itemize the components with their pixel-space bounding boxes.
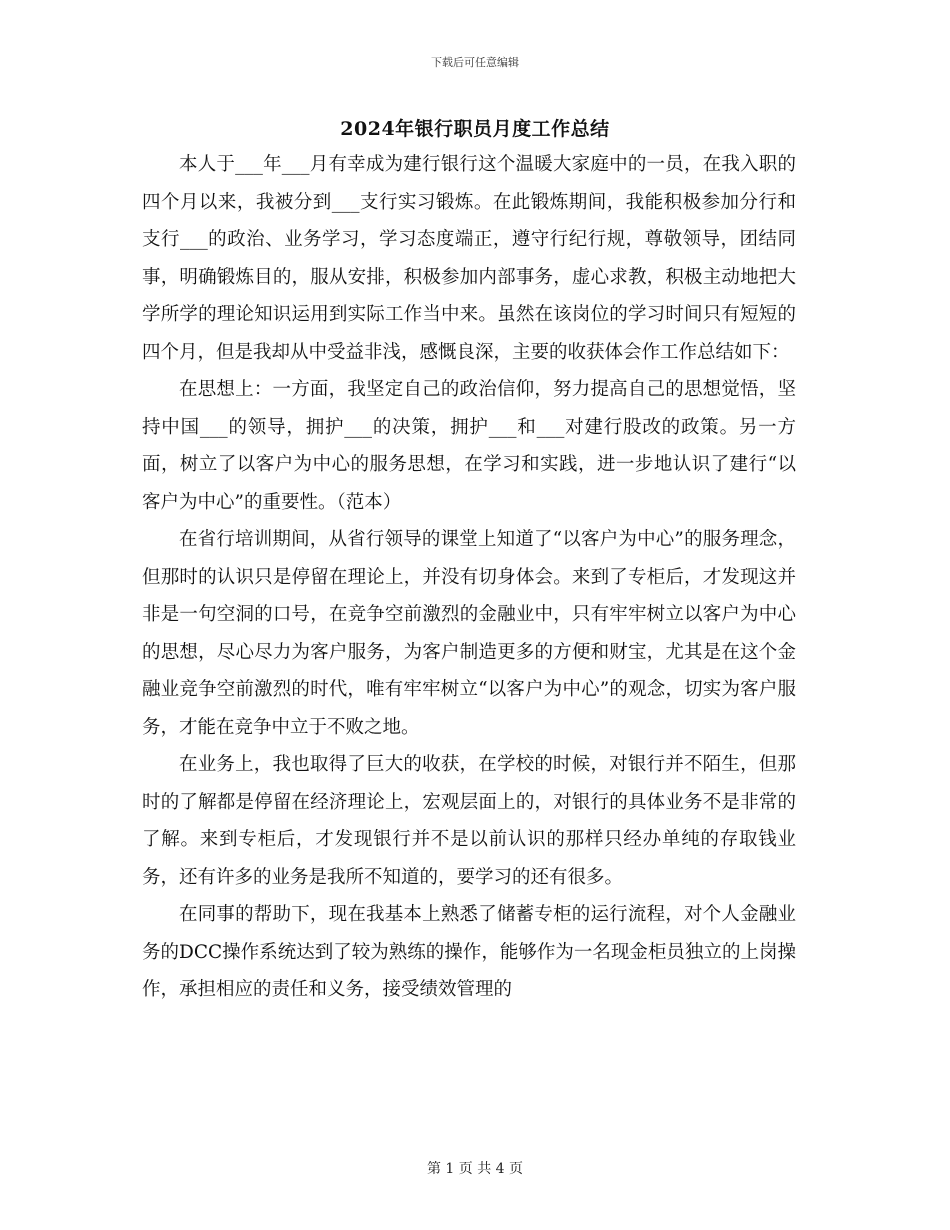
paragraph-ideology: 在思想上：一方面，我坚定自己的政治信仰，努力提高自己的思想觉悟，坚持中国___的领导，拥护___的决策，拥护___和___对建行股改的政策。另一方面，树立了以客户为中心的服务思想，在学习和实践，进一步地认识了建行“以客户为中心”的重要性。（范本） xyxy=(142,379,796,513)
paragraph-intro: 本人于___年___月有幸成为建行银行这个温暖大家庭中的一员，在我入职的四个月以来，我被分到___支行实习锻炼。在此锻炼期间，我能积极参加分行和支行___的政治、业务学习，学习态度端正，遵守行纪行规，尊敬领导，团结同事，明确锻炼目的，服从安排，积极参加内部事务，虚心求教，积极主动地把大学所学的理论知识运用到实际工作当中来。虽然在该岗位的学习时间只有短短的四个月，但是我却从中受益非浅，感慨良深，主要的收获体会作工作总结如下： xyxy=(142,154,796,363)
paragraph-colleagues: 在同事的帮助下，现在我基本上熟悉了储蓄专柜的运行流程，对个人金融业务的DCC操作系统达到了较为熟练的操作，能够作为一名现金柜员独立的上岗操作，承担相应的责任和义务，接受绩效管理的 xyxy=(142,904,796,1000)
document-body xyxy=(142,146,796,1009)
paragraph-training: 在省行培训期间，从省行领导的课堂上知道了“以客户为中心”的服务理念，但那时的认识只是停留在理论上，并没有切身体会。来到了专柜后，才发现这并非是一句空洞的口号，在竞争空前激烈的金融业中，只有牢牢树立以客户为中心的思想，尽心尽力为客户服务，为客户制造更多的方便和财宝，尤其是在这个金融业竞争空前激烈的时代，唯有牢牢树立“以客户为中心”的观念，切实为客户服务，才能在竞争中立于不败之地。 xyxy=(142,529,796,738)
header-note: 下载后可任意编辑 xyxy=(431,56,519,69)
page-indicator: 第 1 页 共 4 页 xyxy=(426,1161,524,1177)
document-title: 2024年银行职员月度工作总结 xyxy=(340,118,610,140)
paragraph-business: 在业务上，我也取得了巨大的收获，在学校的时候，对银行并不陌生，但那时的了解都是停留在经济理论上，宏观层面上的，对银行的具体业务不是非常的了解。来到专柜后，才发现银行并不是以前认识的那样只经办单纯的存取钱业务，还有许多的业务是我所不知道的，要学习的还有很多。 xyxy=(142,754,796,888)
